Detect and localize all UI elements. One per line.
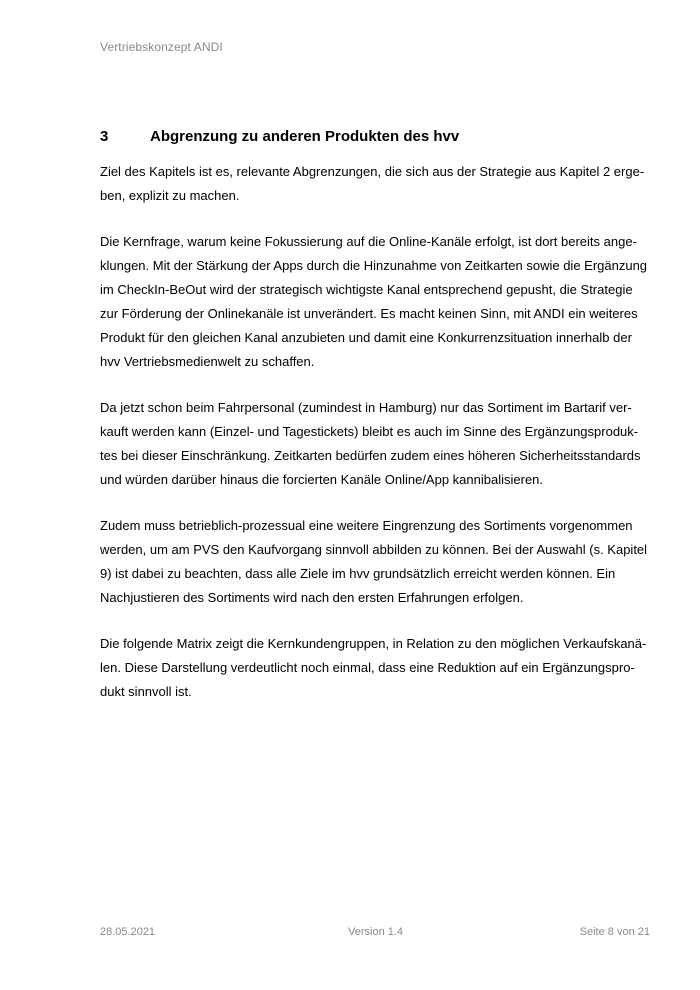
text-line: klungen. Mit der Stärkung der Apps durch die Hinzunahme von Zeitkarten sowie die Ergänzung (100, 258, 648, 273)
text-line: zur Förderung der Onlinekanäle ist unverändert. Es macht keinen Sinn, mit ANDI ein weiteres (100, 306, 638, 321)
text-line: tes bei dieser Einschränkung. Zeitkarten bedürfen zudem eines höheren Sicherheitsstandards (100, 448, 641, 463)
text-line: Zudem muss betrieblich-prozessual eine weitere Eingrenzung des Sortiments vorgenommen (100, 518, 633, 533)
text-line: Ziel des Kapitels ist es, relevante Abgrenzungen, die sich aus der Strategie aus Kapitel 2 erge- (100, 164, 645, 179)
text-line: hvv Vertriebsmedienwelt zu schaffen. (100, 354, 315, 369)
paragraph (100, 160, 650, 208)
text-line: 9) ist dabei zu beachten, dass alle Ziele im hvv grundsätzlich erreicht werden können. Ein (100, 566, 616, 581)
section-heading (100, 128, 650, 145)
text-line: dukt sinnvoll ist. (100, 684, 192, 699)
paragraph (100, 514, 650, 610)
text-line: im CheckIn-BeOut wird der strategisch wichtigste Kanal entsprechend gepusht, die Strategie (100, 282, 633, 297)
text-line: len. Diese Darstellung verdeutlicht noch einmal, dass eine Reduktion auf ein Ergänzungspro- (100, 660, 635, 675)
section-title: Abgrenzung zu anderen Produkten des hvv (150, 128, 460, 145)
text-line: kauft werden kann (Einzel- und Tagestickets) bleibt es auch im Sinne des Ergänzungsproduk- (100, 424, 639, 439)
text-line: Nachjustieren des Sortiments wird nach den ersten Erfahrungen erfolgen. (100, 590, 524, 605)
footer-page-number: Seite 8 von 21 (579, 926, 650, 938)
text-line: Da jetzt schon beim Fahrpersonal (zumindest in Hamburg) nur das Sortiment im Bartarif ver- (100, 400, 632, 415)
body-text (100, 160, 650, 726)
section-number: 3 (100, 128, 109, 145)
text-line: Die folgende Matrix zeigt die Kernkundengruppen, in Relation zu den möglichen Verkaufskanä- (100, 636, 647, 651)
paragraph (100, 396, 650, 492)
text-line: und würden darüber hinaus die forcierten Kanäle Online/App kannibalisieren. (100, 472, 544, 487)
paragraph (100, 230, 650, 374)
paragraph (100, 632, 650, 704)
text-line: ben, explizit zu machen. (100, 188, 240, 203)
text-line: Produkt für den gleichen Kanal anzubieten und damit eine Konkurrenzsituation innerhalb der (100, 330, 632, 345)
text-line: Die Kernfrage, warum keine Fokussierung auf die Online-Kanäle erfolgt, ist dort bereits ange- (100, 234, 637, 249)
footer-version: Version 1.4 (348, 926, 404, 938)
page-header-title: Vertriebskonzept ANDI (100, 40, 223, 54)
text-line: werden, um am PVS den Kaufvorgang sinnvoll abbilden zu können. Bei der Auswahl (s. Kapitel (100, 542, 648, 557)
footer-date: 28.05.2021 (100, 926, 156, 938)
